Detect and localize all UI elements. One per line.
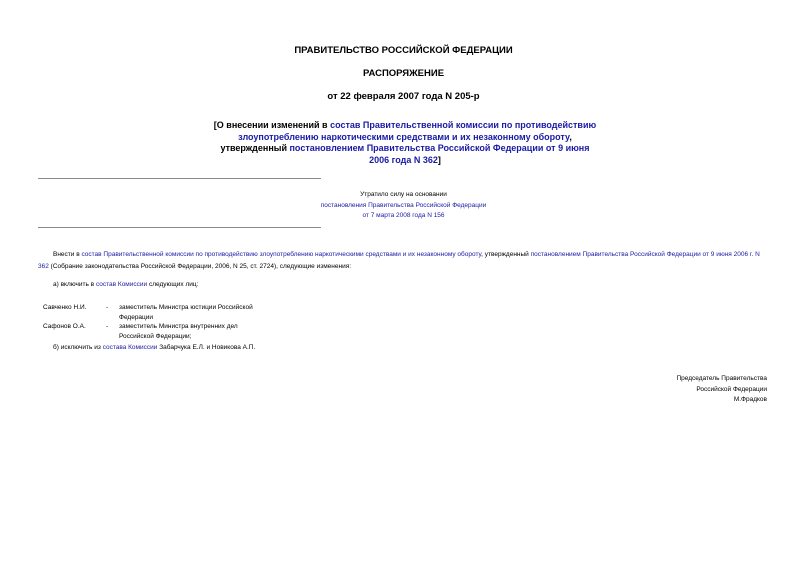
signature-position: Председатель Правительства bbox=[676, 375, 767, 382]
person-dash: - bbox=[106, 323, 109, 330]
item-b-pre: б) исключить из bbox=[53, 344, 103, 351]
revocation-link-decree[interactable]: постановления Правительства Российской Федерации bbox=[320, 201, 487, 209]
p1-text-a: Внести в bbox=[53, 251, 82, 258]
item-a-post: следующих лиц: bbox=[147, 281, 199, 288]
p1-link-commission[interactable]: состав Правительственной комиссии по противодействию злоупотреблению наркотическими средствами и их незаконному обороту bbox=[81, 251, 482, 258]
p1-link-decree[interactable]: постановлением Правительства Российской Федерации от 9 июня 2006 г. N 362 bbox=[38, 251, 760, 270]
document-title bbox=[210, 120, 600, 166]
revocation-note bbox=[250, 190, 557, 222]
title-link-commission[interactable]: состав Правительственной комиссии по противодействию злоупотреблению наркотическими средствами и их незаконному обороту bbox=[238, 120, 597, 142]
divider-top bbox=[38, 178, 321, 179]
p1-text-c: (Собрание законодательства Российской Федерации, 2006, N 25, ст. 2724), следующие изменения: bbox=[48, 262, 352, 270]
signature-block bbox=[567, 374, 767, 406]
signature-country: Российской Федерации bbox=[696, 385, 767, 393]
item-b-post: Забарчука Е.Л. и Новикова А.П. bbox=[157, 344, 256, 351]
person-role-line1: заместитель Министра внутренних дел bbox=[119, 323, 238, 330]
government-heading: ПРАВИТЕЛЬСТВО РОССИЙСКОЙ ФЕДЕРАЦИИ bbox=[294, 45, 513, 56]
item-b bbox=[53, 342, 255, 354]
person-role-line2: Федерации bbox=[119, 314, 154, 321]
person-role-line1: заместитель Министра юстиции Российской bbox=[119, 304, 253, 311]
person-name: Савченко Н.И. bbox=[43, 304, 87, 311]
title-mid: , утвержденный bbox=[220, 131, 572, 153]
signature-name: М.Фрадков bbox=[733, 396, 767, 403]
p1-text-b: , утвержденный bbox=[481, 251, 531, 258]
item-a-link[interactable]: состав Комиссии bbox=[95, 281, 148, 288]
person-role-line2: Российской Федерации; bbox=[119, 333, 192, 340]
document-type-heading: РАСПОРЯЖЕНИЕ bbox=[362, 68, 445, 79]
title-open: [О внесении изменений в bbox=[213, 120, 331, 130]
item-b-link[interactable]: состава Комиссии bbox=[102, 344, 158, 351]
item-a-pre: а) включить в bbox=[53, 281, 96, 288]
person-dash: - bbox=[106, 304, 109, 311]
document-date-number: от 22 февраля 2007 года N 205-р bbox=[327, 91, 480, 102]
divider-bottom bbox=[38, 227, 321, 228]
revocation-text: Утратило силу на основании bbox=[360, 191, 447, 198]
main-paragraph bbox=[38, 249, 771, 272]
title-link-decree[interactable]: постановлением Правительства Российской Федерации от 9 июня 2006 года N 362 bbox=[289, 143, 590, 165]
person-name: Сафонов О.А. bbox=[43, 323, 86, 330]
title-close: ] bbox=[437, 154, 441, 165]
item-a bbox=[53, 279, 198, 291]
revocation-link-date[interactable]: от 7 марта 2008 года N 156 bbox=[362, 212, 445, 219]
